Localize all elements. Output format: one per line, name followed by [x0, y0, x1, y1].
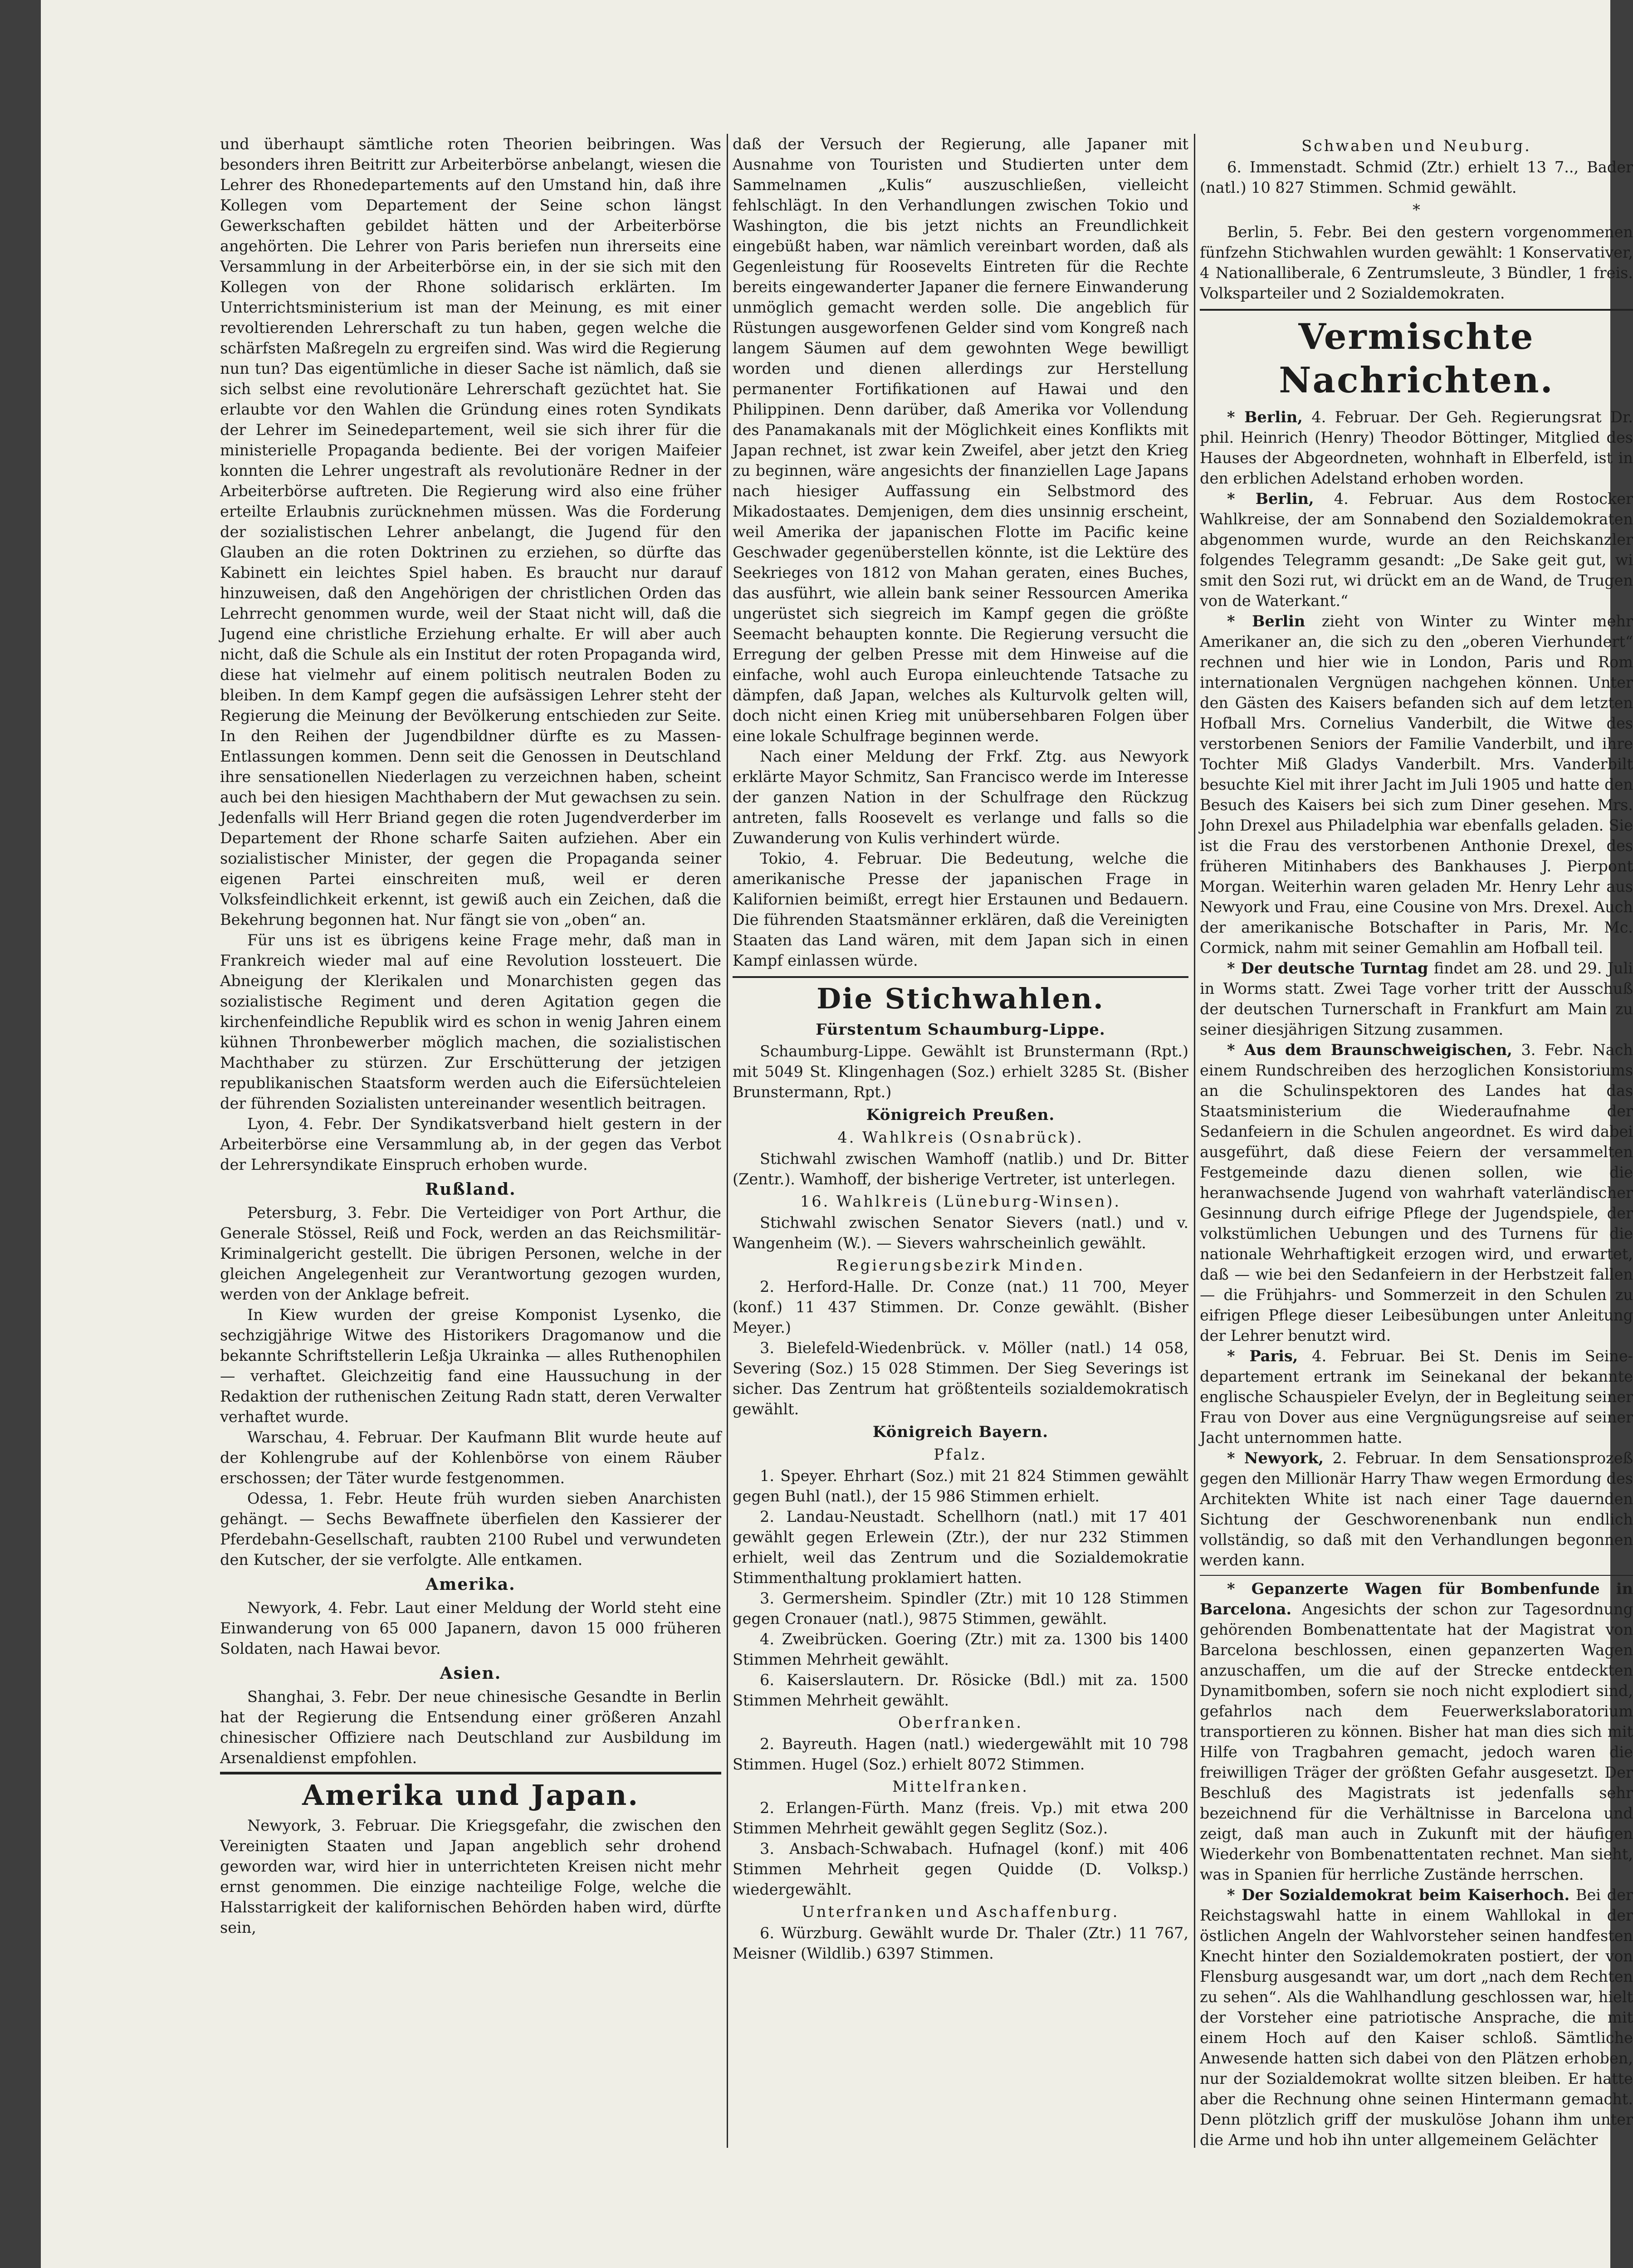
- item-lead: * Berlin,: [1227, 408, 1303, 426]
- result-item: 6. Würzburg. Gewählt wurde Dr. Thaler (Ztr.) 11 767, Meisner (Wildlib.) 6397 Stimmen.: [733, 1924, 1188, 1962]
- item-lead: * Der deutsche Turntag: [1227, 959, 1428, 977]
- section-heading-amerika: Amerika.: [425, 1575, 516, 1594]
- news-item: [1200, 1040, 1633, 1346]
- column-rule: [1194, 134, 1195, 2148]
- dateline: Newyork, 3. Februar.: [247, 1817, 420, 1834]
- news-item: [220, 1114, 721, 1175]
- result-item: 6. Immenstadt. Schmid (Ztr.) erhielt 13 7.., Bader (natl.) 10 827 Stimmen. Schmid gewählt.: [1200, 158, 1633, 196]
- subheading: Königreich Bayern.: [872, 1423, 1049, 1441]
- item-lead: * Berlin: [1227, 612, 1305, 630]
- news-item: [1200, 407, 1633, 489]
- dateline: Shanghai, 3. Febr.: [247, 1688, 391, 1706]
- news-item: In Kiew wurden der greise Komponist Lysenko, die sechzigjährige Witwe des Historikers Dragomanow und die bekannte Schriftstellerin Leßja Ukrainka — alles Ruthenophilen — verhaftet. Gleichzeitig fand eine Haussuchung in der Redaktion der ruthenischen Zeitung Radn statt, deren Verwalter verhaftet wurde.: [220, 1306, 721, 1426]
- news-item: [1200, 489, 1633, 611]
- news-item: [1200, 958, 1633, 1040]
- result-item: Schaumburg-Lippe. Gewählt ist Brunstermann (Rpt.) mit 5049 St. Klingenhagen (Soz.) erhielt 3285 St. (Bisher Brunstermann, Rpt.): [733, 1042, 1188, 1101]
- news-text: Die Kriegsgefahr, die zwischen den Vereinigten Staaten und Japan angeblich sehr drohend geworden war, wird hier in unterrichteten Kreisen nicht mehr ernst genommen. Die einzige nachteilige Folge, welche die Halsstarrigkeit der kalifornischen Behörden haben wird, dürfte sein,: [220, 1817, 721, 1936]
- news-item: [1200, 222, 1633, 303]
- subheading: Fürstentum Schaumburg-Lippe.: [816, 1021, 1105, 1039]
- item-lead: * Gepanzerte Wagen für Bombenfunde in Barcelona.: [1200, 1580, 1633, 1618]
- item-lead: * Paris,: [1227, 1347, 1298, 1365]
- news-text: Laut einer Meldung der World steht eine Einwanderung von 65 000 Japanern, davon 15 000 früheren Soldaten, nach Hawai bevor.: [220, 1599, 721, 1657]
- district-heading: Schwaben und Neuburg.: [1301, 137, 1531, 155]
- result-item: 2. Herford-Halle. Dr. Conze (nat.) 11 700, Meyer (konf.) 11 437 Stimmen. Dr. Conze gewählt. (Bisher Meyer.): [733, 1278, 1188, 1336]
- item-lead: * Berlin,: [1227, 490, 1314, 508]
- column-left: [220, 134, 721, 2152]
- news-text: Heute früh wurden sieben Anarchisten gehängt. — Sechs Bewaffnete überfielen den Kassierer der Pferdebahn-Gesellschaft, raubten 2100 Rubel und verwundeten den Kutscher, der sie verfolgte. Alle entkamen.: [220, 1490, 721, 1569]
- article-paragraph: und überhaupt sämtliche roten Theorien beibringen. Was besonders ihren Beitritt zur Arbeiterbörse anbelangt, wiesen die Lehrer des Rhonedepartements auf den Umstand hin, daß ihre Kollegen vom Departement der Seine schon längst Gewerkschaften gebildet hätten und der Arbeiterbörse angehörten. Die Lehrer von Paris beriefen nun ihrerseits eine Versammlung in der Arbeiterbörse ein, in der sie sich mit den Kollegen von der Rhone solidarisch erklärten. Im Unterrichtsministerium ist man der Meinung, es mit einer revoltierenden Lehrerschaft zu tun haben, gegen welche die schärfsten Maßregeln zu ergreifen sind. Was wird die Regierung nun tun? Das eigentümliche in dieser Sache ist nämlich, daß sie sich selbst eine revolutionäre Lehrerschaft gezüchtet hat. Sie erlaubte vor den Wahlen die Gründung eines roten Syndikats der Lehrer im Seinedepartement, weil sie sich ihrer für die ministerielle Propaganda bediente. Bei der vorigen Maifeier konnten die Lehrer ungestraft als revolutionäre Redner in der Arbeiterbörse auftreten. Die Regierung wird also eine früher erteilte Erlaubnis zurücknehmen müssen. Was die Forderung der sozialistischen Lehrer anbelangt, die Jugend für den Glauben an die roten Doktrinen zu erziehen, so dürfte das Kabinett ein leichtes Spiel haben. Es braucht nur darauf hinzuweisen, daß den Angehörigen der christlichen Orden das Lehrrecht genommen wurde, weil der Staat nicht will, daß die Jugend eine christliche Erziehung erhalte. Er will aber auch nicht, daß die Schule als ein Institut der roten Propaganda wird, diese hat vielmehr auf einem politisch neutralen Boden zu bleiben. In dem Kampf gegen die aufsässigen Lehrer steht der Regierung die Meinung der Bevölkerung entschieden zur Seite. In den Reihen der Jugendbildner dürfte es zu Massen-Entlassungen kommen. Denn seit die Genossen in Deutschland ihre sensationellen Niederlagen zu verzeichnen haben, scheint auch bei den hiesigen Machthabern der Mut gewachsen zu sein. Jedenfalls will Herr Briand gegen die roten Jugendverderber im Departement der Rhone scharfe Saiten aufziehen. Aber ein sozialistischer Minister, der gegen die Propaganda seiner eigenen Partei einschreiten muß, weil er deren Volksfeindlichkeit erkennt, ist gewiß auch ein Zeichen, daß die Bekehrung begonnen hat. Nur fängt sie von „oben“ an.: [220, 135, 721, 929]
- news-item: [1200, 1579, 1633, 1885]
- news-text: 4. Februar. Der Geh. Regierungsrat Dr. phil. Heinrich (Henry) Theodor Böttinger, Mitglied des Hauses der Abgeordneten, wohnhaft in Elberfeld, ist in den erblichen Adelstand erhoben worden.: [1200, 408, 1633, 487]
- newspaper-page: [41, 0, 1633, 2268]
- district-heading: Unterfranken und Aschaffenburg.: [802, 1903, 1120, 1921]
- section-heading-asien: Asien.: [440, 1664, 502, 1683]
- news-text: 3. Febr. Nach einem Rundschreiben des herzoglichen Konsistoriums an die Schulinspektoren des Landes hat das Staatsministerium die Wiederaufnahme der Sedanfeiern in die Schulen angeordnet. Es wird dabei ausgeführt, daß diese Feiern der versammelten Festgemeinde dazu dienen sollen, wie die heranwachsende Jugend von wahrhaft vaterländischer Gesinnung durch eifrige Pflege der Jugendspiele, der volkstümlichen Uebungen und des Turnens für die nationale Wehrhaftigkeit erzogen wird, und erwartet, daß — wie bei den Sedanfeiern in der Herbstzeit fallen — die Frühjahrs- und Sommerzeit in den Schulen zu eifrigen Pflege dieser Leibesübungen unter Anleitung der Lehrer benutzt wird.: [1200, 1041, 1633, 1344]
- subheading: Königreich Preußen.: [866, 1106, 1055, 1124]
- divider: [733, 976, 1188, 978]
- result-item: 1. Speyer. Ehrhart (Soz.) mit 21 824 Stimmen gewählt gegen Buhl (natl.), der 15 986 Stimmen erhielt.: [733, 1467, 1188, 1505]
- news-item: [1200, 1885, 1633, 2150]
- item-lead: * Newyork,: [1227, 1449, 1324, 1467]
- article-paragraph: Für uns ist es übrigens keine Frage mehr, daß man in Frankreich wieder mal auf eine Revolution lossteuert. Die Abneigung der Klerikalen und Monarchisten gegen das sozialistische Regiment und deren Agitation gegen die kirchenfeindliche Republik wird es schon in wenig Jahren einem kühnen Thronbewerber möglich machen, die sozialistischen Machthaber zu stürzen. Zur Erschütterung der jetzigen republikanischen Staatsform werden auch die Eifersüchteleien der führenden Sozialisten untereinander wesentlich beitragen.: [220, 931, 721, 1112]
- dateline: Petersburg, 3. Febr.: [247, 1204, 411, 1222]
- dateline: Odessa, 1. Febr.: [247, 1490, 384, 1507]
- district-heading: Pfalz.: [934, 1446, 988, 1463]
- news-item: [733, 848, 1188, 971]
- dateline: Newyork, 4. Febr.: [247, 1599, 388, 1617]
- news-text: zieht von Winter zu Winter mehr Amerikaner an, die sich zu den „oberen Vierhundert“ rechnen und hier wie in London, Paris und Rom internationalen Vergnügen nachgehen können. Unter den Gästen des Kaisers befanden sich auf dem letzten Hofball Mrs. Cornelius Vanderbilt, die Witwe des verstorbenen Seniors der Familie Vanderbilt, und ihre Tochter Miß Gladys Vanderbilt. Mrs. Vanderbilt besuchte Kiel mit ihrer Jacht im Juli 1905 und hatte den Besuch des Kaisers bei sich zum Diner gesehen. Mrs. John Drexel aus Philadelphia war ebenfalls geladen. Sie ist die Frau des verstorbenen Anthonie Drexel, des früheren Mitinhabers des Bankhauses J. Pierpont Morgan. Weiterhin waren geladen Mr. Henry Lehr aus Newyork und Frau, eine Cousine von Mrs. Drexel. Auch der amerikanische Botschafter in Paris, Mr. Mc. Cormick, nahm mit seiner Gemahlin am Hofball teil.: [1200, 612, 1633, 957]
- item-lead: * Aus dem Braunschweigischen,: [1227, 1041, 1512, 1059]
- news-item: [1200, 611, 1633, 958]
- news-item: [220, 1815, 721, 1938]
- column-right: [1200, 134, 1633, 2152]
- dateline: Berlin, 5. Febr.: [1227, 223, 1352, 241]
- result-item: Stichwahl zwischen Senator Sievers (natl.) und v. Wangenheim (W.). — Sievers wahrscheinlich gewählt.: [733, 1214, 1188, 1252]
- news-text: Der Kaufmann Blit wurde heute auf der Kohlengrube auf der Kohlenbörse von einem Räuber erschossen; der Täter wurde festgenommen.: [220, 1428, 722, 1487]
- news-text: findet am 28. und 29. Juli in Worms statt. Zwei Tage vorher tritt der Ausschuß der deutschen Turnerschaft in Frankfurt am Main zu seiner diesjährigen Sitzung zusammen.: [1200, 959, 1633, 1038]
- dateline: Tokio, 4. Februar.: [760, 850, 923, 867]
- divider: [220, 1772, 721, 1774]
- news-text: Die Bedeutung, welche die amerikanische Presse der japanischen Frage in Kalifornien beimißt, erregt hier Erstaunen und Bedauern. Die führenden Staatsmänner erklären, daß die Vereinigten Staaten das Land wären, mit dem Japan sich in einen Kampf einlassen würde.: [733, 850, 1188, 969]
- news-text: Bei der Reichstagswahl hatte in einem Wahllokal in der östlichen Angeln der Wahlvorsteher seinen handfesten Knecht hinter den Sozialdemokraten postiert, der von Flensburg ausgesandt war, um dort „nach dem Rechten zu sehen“. Als die Wahlhandlung geschlossen war, hielt der Vorsteher eine patriotische Ansprache, die mit einem Hoch auf den Kaiser schloß. Sämtliche Anwesende hatten sich dabei von den Plätzen erhoben, nur der Sozialdemokrat wollte sitzen bleiben. Er hatte aber die Rechnung ohne seinen Hintermann gemacht. Denn plötzlich griff der muskulöse Johann ihm unter die Arme und hob ihn unter allgemeinem Gelächter: [1200, 1886, 1633, 2149]
- news-item: [220, 1488, 721, 1570]
- news-item: [220, 1686, 721, 1768]
- district-heading: Regierungsbezirk Minden.: [836, 1256, 1085, 1274]
- result-item: 3. Ansbach-Schwabach. Hufnagel (konf.) mit 406 Stimmen Mehrheit gegen Quidde (D. Volksp.) wiedergewählt.: [733, 1840, 1188, 1898]
- district-heading: Mittelfranken.: [892, 1778, 1029, 1795]
- news-item: [220, 1427, 721, 1488]
- news-text: 4. Februar. Aus dem Rostocker Wahlkreise, der am Sonnabend den Sozialdemokraten abgenommen wurde, wurde an den Reichskanzler folgendes Telegramm gesandt: „De Sake geit gut, wi smit den Sozi rut, wi drückt em an de Wand, de Trugen von de Waterkant.“: [1200, 490, 1633, 610]
- result-item: 4. Zweibrücken. Goering (Ztr.) mit za. 1300 bis 1400 Stimmen Mehrheit gewählt.: [733, 1630, 1188, 1668]
- district-heading: 16. Wahlkreis (Lüneburg-Winsen).: [800, 1193, 1121, 1210]
- news-item: [1200, 1448, 1633, 1570]
- result-item: 3. Bielefeld-Wiedenbrück. v. Möller (natl.) 14 058, Severing (Soz.) 15 028 Stimmen. Der Sieg Severings ist sicher. Das Zentrum hat größtenteils sozialdemokratisch gewählt.: [733, 1339, 1188, 1418]
- news-text: Der neue chinesische Gesandte in Berlin hat der Regierung die Entsendung einer größeren Anzahl chinesischer Offiziere nach Deutschland zur Ausbildung im Arsenaldienst empfohlen.: [220, 1688, 721, 1767]
- news-item: [1200, 1346, 1633, 1448]
- article-paragraph: daß der Versuch der Regierung, alle Japaner mit Ausnahme von Touristen und Studierten unter dem Sammelnamen „Kulis“ auszuschließen, vielleicht fehlschlägt. In den Verhandlungen zwischen Tokio und Washington, die bis jetzt nichts an Freundlichkeit eingebüßt haben, war nämlich vereinbart worden, daß als Gegenleistung für Roosevelts Eintreten für die Rechte bereits eingewanderter Japaner die fernere Einwanderung unmöglich gemacht werden solle. Die angeblich für Rüstungen ausgeworfenen Gelder sind vom Kongreß nach langem Säumen auf dem gewohnten Wege bewilligt worden und dienen allerdings zur Herstellung permanenter Fortifikationen auf Hawai und den Philippinen. Denn darüber, daß Amerika vor Vollendung des Panamakanals mit der Möglichkeit eines Konflikts mit Japan rechnet, ist zwar kein Zweifel, aber jetzt den Krieg zu beginnen, wäre angesichts der finanziellen Lage Japans nach hiesiger Auffassung ein Selbstmord des Mikadostaates. Demjenigen, dem dies unsinnig erscheint, weil Amerika der japanischen Flotte im Pacific keine Geschwader gegenüberstellen könnte, ist die Lektüre des Seekrieges von 1812 von Mahan geraten, eines Buches, das ausführt, wie allein bank seiner Ressourcen Amerika ungerüstet sich siegreich im Kampf gegen die größte Seemacht behaupten konnte. Die Regierung versucht die Erregung der gelben Presse mit dem Hinweise auf die einfache, wohl auch Europa einleuchtende Tatsache zu dämpfen, daß Japan, welches als Kulturvolk gelten will, doch nicht einen Krieg mit unübersehbaren Folgen über eine lokale Schulfrage beginnen werde.: [733, 135, 1188, 745]
- news-text: Bei den gestern vorgenommenen fünfzehn Stichwahlen wurden gewählt: 1 Konservativer, 4 Nationalliberale, 6 Zentrumsleute, 3 Bündler, 1 freis. Volksparteiler und 2 Sozialdemokraten.: [1200, 223, 1633, 302]
- news-text: Der Syndikatsverband hielt gestern in der Arbeiterbörse eine Versammlung ab, in der gegen das Verbot der Lehrersyndikate Einspruch erhoben wurde.: [220, 1115, 721, 1173]
- headline-amerika-japan: Amerika und Japan.: [302, 1779, 639, 1812]
- news-text: 2. Februar. In dem Sensationsprozeß gegen den Millionär Harry Thaw wegen Ermordung des Architekten White ist nach einer Tage dauernden Sichtung der Geschworenenbank nun endlich vollständig, so daß mit den Verhandlungen begonnen werden kann.: [1200, 1449, 1633, 1569]
- result-item: 3. Germersheim. Spindler (Ztr.) mit 10 128 Stimmen gegen Cronauer (natl.), 9875 Stimmen, gewählt.: [733, 1589, 1188, 1628]
- divider: [1200, 309, 1633, 311]
- dateline: Warschau, 4. Februar.: [247, 1428, 423, 1446]
- result-item: 2. Bayreuth. Hagen (natl.) wiedergewählt mit 10 798 Stimmen. Hugel (Soz.) erhielt 8072 Stimmen.: [733, 1735, 1188, 1773]
- news-item: [220, 1598, 721, 1659]
- news-text: Angesichts der schon zur Tagesordnung gehörenden Bombenattentate hat der Magistrat von Barcelona beschlossen, einen gepanzerten Wagen anzuschaffen, um die auf der Strecke entdeckten Dynamitbomben, sofern sie noch nicht explodiert sind, gefahrlos nach dem Feuerwerkslaboratorium transportieren zu können. Bisher hat man dies sich mit Hilfe von Tragbahren gemacht, jedoch waren die freiwilligen Träger der größten Gefahr ausgesetzt. Der Beschluß des Magistrats ist jedenfalls sehr bezeichnend für die Verhältnisse in Barcelona und zeigt, daß man auch in Zukunft mit der häufigen Wiederkehr von Bombenattentaten rechnet. Man sieht, was in Spanien für herrliche Zustände herrschen.: [1200, 1600, 1633, 1883]
- district-heading: Oberfranken.: [898, 1714, 1023, 1731]
- headline-stichwahlen: Die Stichwahlen.: [816, 982, 1105, 1015]
- result-item: 6. Kaiserslautern. Dr. Rösicke (Bdl.) mit za. 1500 Stimmen Mehrheit gewählt.: [733, 1671, 1188, 1709]
- headline-vermischte-nachrichten: Vermischte Nachrichten.: [1279, 316, 1554, 401]
- column-middle: [733, 134, 1188, 2152]
- news-text: Die Verteidiger von Port Arthur, die Generale Stössel, Reiß und Fock, werden an das Reichsmilitär-Kriminalgericht gestellt. Die übrigen Personen, welche in der gleichen Angelegenheit zur Verantwortung gezogen wurden, werden von der Anklage befreit.: [220, 1204, 722, 1303]
- section-heading-russland: Rußland.: [425, 1180, 516, 1199]
- column-rule: [727, 134, 728, 2148]
- news-text: 4. Februar. Bei St. Denis im Seine-departement ertrank im Seinekanal der bekannte englische Schauspieler Evelyn, der in Begleitung seiner Frau von Dover aus eine Vergnügungsreise auf seiner Jacht unternommen hatte.: [1200, 1347, 1633, 1447]
- result-item: Stichwahl zwischen Wamhoff (natlib.) und Dr. Bitter (Zentr.). Wamhoff, der bisherige Vertreter, ist unterlegen.: [733, 1150, 1188, 1188]
- district-heading: 4. Wahlkreis (Osnabrück).: [837, 1129, 1084, 1146]
- divider: [1200, 1575, 1633, 1576]
- result-item: 2. Landau-Neustadt. Schellhorn (natl.) mit 17 401 gewählt gegen Erlewein (Ztr.), der nur 232 Stimmen erhielt, weil das Zentrum und die Sozialdemokratie Stimmenthaltung proklamiert hatten.: [733, 1508, 1188, 1587]
- result-item: 2. Erlangen-Fürth. Manz (freis. Vp.) mit etwa 200 Stimmen Mehrheit gewählt gegen Seglitz (Soz.).: [733, 1799, 1188, 1837]
- article-paragraph: Nach einer Meldung der Frkf. Ztg. aus Newyork erklärte Mayor Schmitz, San Francisco werde im Interesse der ganzen Nation in der Schulfrage den Rückzug antreten, falls Roosevelt es verlange und falls so die Zuwanderung von Kulis verhindert würde.: [733, 748, 1188, 847]
- dateline: Lyon, 4. Febr.: [247, 1115, 362, 1133]
- news-item: [220, 1202, 721, 1305]
- separator-star: *: [1413, 201, 1420, 219]
- item-lead: * Der Sozialdemokrat beim Kaiserhoch.: [1227, 1886, 1570, 1904]
